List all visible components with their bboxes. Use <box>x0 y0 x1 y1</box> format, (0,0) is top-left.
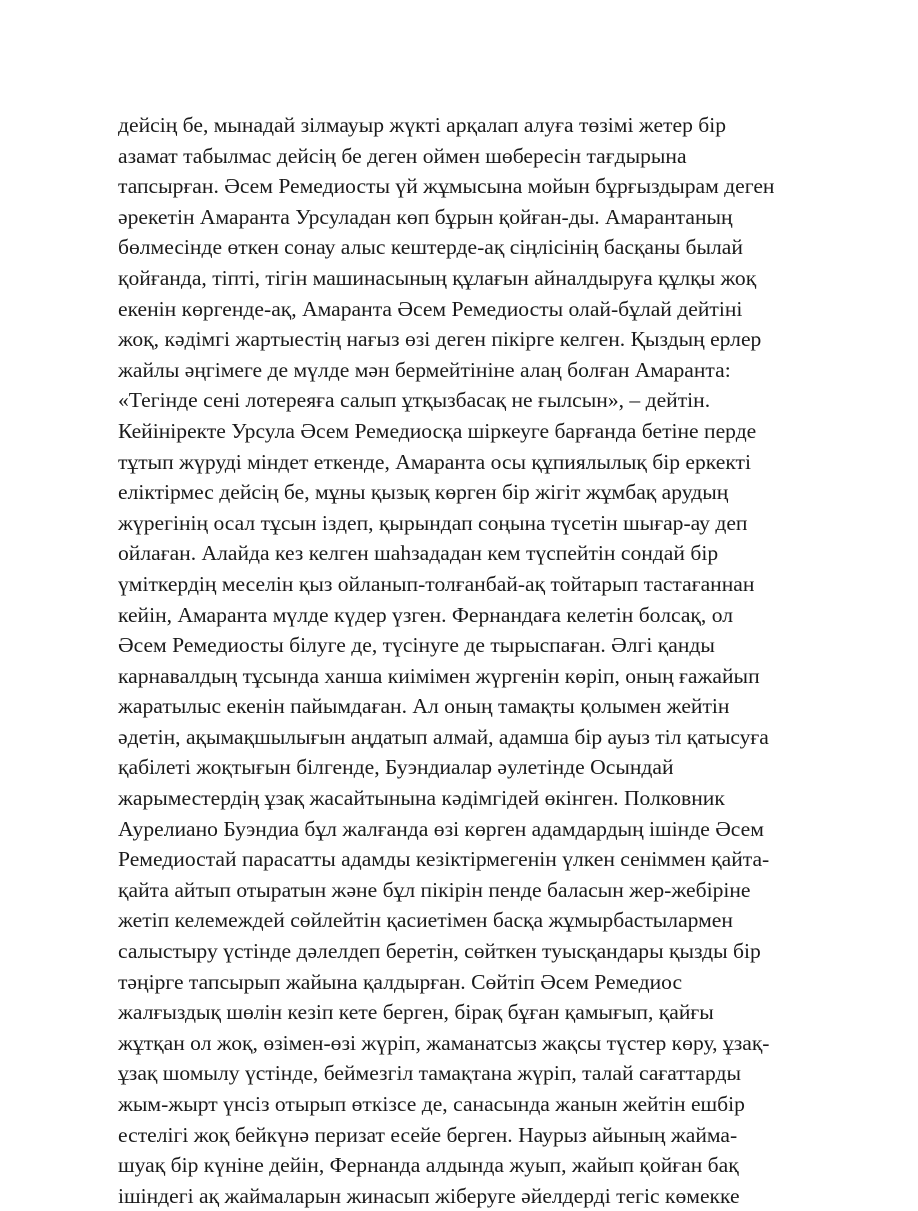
text-line: қабілеті жоқтығын білгенде, Буэндиалар әулетінде Осындай <box>118 755 674 780</box>
text-line: «Тегінде сені лотереяға салып ұтқызбасақ не ғылсын», – дейтін. <box>118 388 711 413</box>
text-line: жайлы әңгімеге де мүлде мән бермейтініне алаң болған Амаранта: <box>118 357 731 382</box>
text-line: жарыместердің ұзақ жасайтынына кәдімгідей өкінген. Полковник <box>118 786 725 811</box>
text-line: Аурелиано Буэндиа бұл жалғанда өзі көрген адамдардың ішінде Әсем <box>118 816 764 841</box>
text-line: жым-жырт үнсіз отырып өткізсе де, санасында жанын жейтін ешбір <box>118 1092 745 1116</box>
text-line: жаратылыс екенін пайымдаған. Ал оның тамақты қолымен жейтін <box>118 694 730 719</box>
text-line: екенін көргенде-ақ, Амаранта Әсем Ремедиосты олай-бұлай дейтіні <box>118 296 743 321</box>
text-line: кейін, Амаранта мүлде күдер үзген. Фернандаға келетін болсақ, ол <box>118 602 733 627</box>
text-line: карнавалдың тұсында ханша киімімен жүргенін көріп, оның ғажайып <box>118 663 760 688</box>
text-line: Кейініректе Урсула Әсем Ремедиосқа шіркеуге барғанда бетіне перде <box>118 418 757 443</box>
text-line: қойғанда, тіпті, тігін машинасының құлағын айналдыруға құлқы жоқ <box>118 265 757 290</box>
text-line: тапсырған. Әсем Ремедиосты үй жұмысына мойын бұрғыздырам деген <box>118 174 775 199</box>
text-line: әдетін, ақымақшылығын аңдатып алмай, адамша бір ауыз тіл қатысуға <box>118 724 769 749</box>
text-line: еліктірмес дейсің бе, мұны қызық көрген бір жігіт жұмбақ арудың <box>118 480 729 505</box>
text-line: жалғыздық шөлін кезіп кете берген, бірақ бұған қамығып, қайғы <box>118 1000 714 1025</box>
text-line: жүрегінің осал тұсын іздеп, қырындап соңына түсетін шығар-ау деп <box>118 510 748 535</box>
text-line: жоқ, кәдімгі жартыестің нағыз өзі деген пікірге келген. Қыздың ерлер <box>118 327 762 352</box>
text-line: ұзақ шомылу үстінде, беймезгіл тамақтана жүріп, талай сағаттарды <box>118 1061 742 1086</box>
text-line: жетіп келемеждей сөйлейтін қасиетімен басқа жұмырбастылармен <box>118 908 733 933</box>
body-text <box>118 110 838 1211</box>
text-line: салыстыру үстінде дәлелдеп беретін, сөйткен туысқандары қызды бір <box>118 939 761 964</box>
text-line: азамат табылмас дейсің бе деген оймен шөбересін тағдырына <box>118 143 687 168</box>
text-line: қайта айтып отыратын және бұл пікірін пенде баласын жер-жебіріне <box>118 877 751 902</box>
text-line: естелігі жоқ бейкүнә перизат есейе берген. Наурыз айының жайма- <box>118 1122 738 1147</box>
text-line: тұтып жүруді міндет еткенде, Амаранта осы құпиялылық бір еркекті <box>118 449 751 474</box>
text-line: бөлмесінде өткен сонау алыс кештерде-ақ сіңлісінің басқаны былай <box>118 235 743 260</box>
text-line: үміткердің меселін қыз ойланып-толғанбай-ақ тойтарып тастағаннан <box>118 571 755 596</box>
text-line: Ремедиостай парасатты адамды кезіктірмегенін үлкен сеніммен қайта- <box>118 847 770 872</box>
text-line: шуақ бір күніне дейін, Фернанда алдында жуып, жайып қойған бақ <box>118 1153 739 1178</box>
text-line: Әсем Ремедиосты білуге де, түсінуге де тырыспаған. Әлгі қанды <box>118 633 715 658</box>
text-line: ішіндегі ақ жаймаларын жинасып жіберуге әйелдерді тегіс көмекке <box>118 1183 740 1208</box>
text-line: жұтқан ол жоқ, өзімен-өзі жүріп, жаманатсыз жақсы түстер көру, ұзақ- <box>118 1030 770 1055</box>
text-line: ойлаған. Алайда кез келген шаһзададан кем түспейтін сондай бір <box>118 541 719 566</box>
text-line: әрекетін Амаранта Урсуладан көп бұрын қойған-ды. Амарантаның <box>118 204 733 229</box>
text-line: тәңірге тапсырып жайына қалдырған. Сөйтіп Әсем Ремедиос <box>118 969 683 994</box>
text-line: дейсің бе, мынадай зілмауыр жүкті арқалап алуға төзімі жетер бір <box>118 113 727 137</box>
